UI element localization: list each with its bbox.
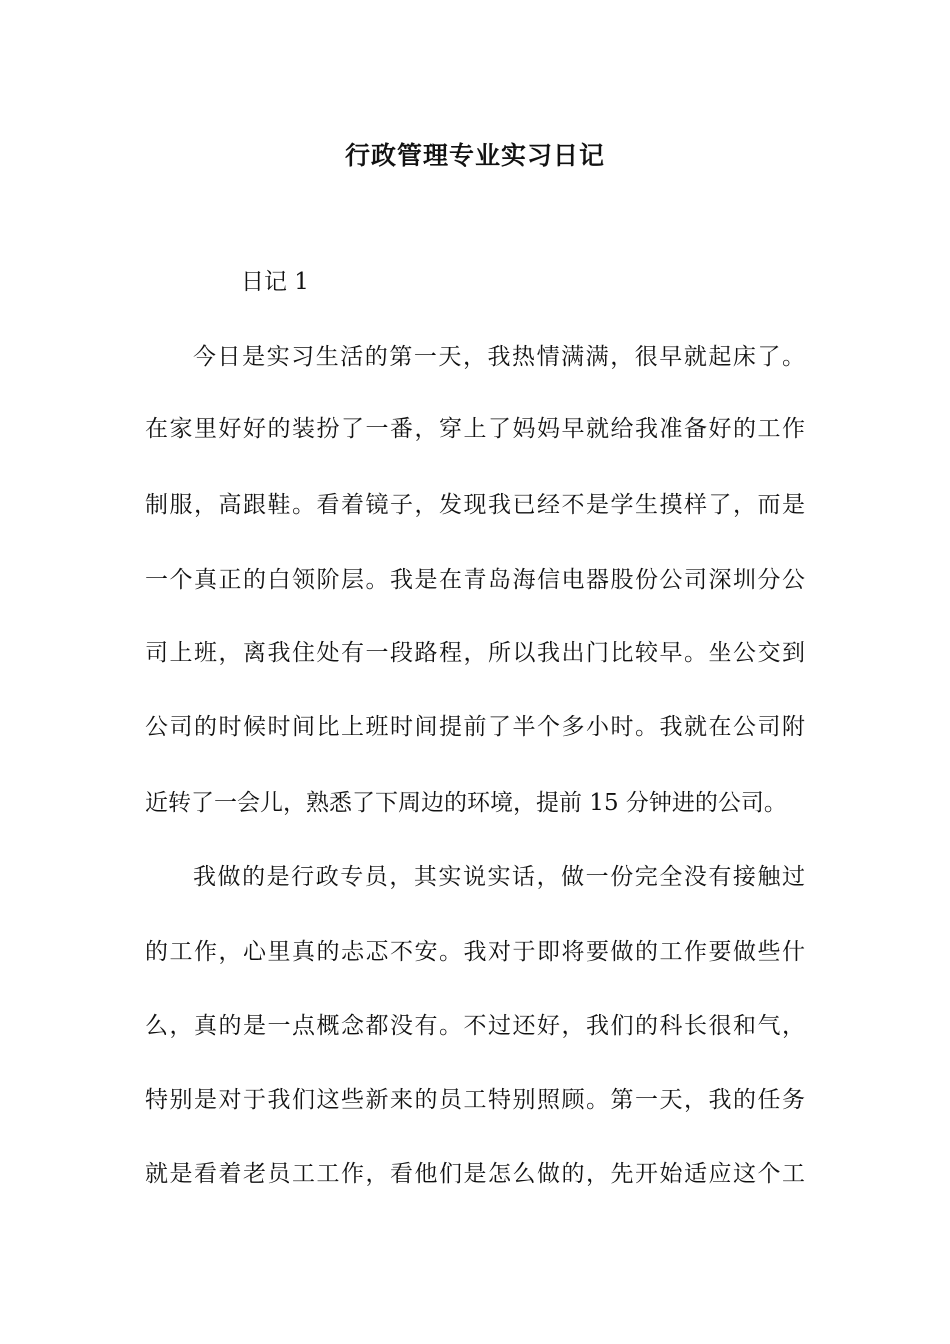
- paragraph-line: 今日是实习生活的第一天，我热情满满，很早就起床了。: [193, 344, 805, 370]
- document-title: 行政管理专业实习日记: [344, 141, 605, 170]
- paragraph-line: 近转了一会儿，熟悉了下周边的环境，提前 15 分钟进的公司。: [145, 790, 787, 816]
- diary-entry-heading: 日记 1: [241, 269, 309, 295]
- paragraph-line: 公司的时候时间比上班时间提前了半个多小时。我就在公司附: [145, 714, 805, 740]
- paragraph-line: 特别是对于我们这些新来的员工特别照顾。第一天，我的任务: [145, 1087, 805, 1113]
- paragraph-line: 么，真的是一点概念都没有。不过还好，我们的科长很和气，: [145, 1013, 805, 1039]
- paragraph-line: 就是看着老员工工作，看他们是怎么做的，先开始适应这个工: [145, 1161, 805, 1187]
- paragraph-line: 司上班，离我住处有一段路程，所以我出门比较早。坐公交到: [145, 640, 805, 666]
- paragraph-line: 的工作，心里真的忐忑不安。我对于即将要做的工作要做些什: [145, 939, 805, 965]
- paragraph-line: 我做的是行政专员，其实说实话，做一份完全没有接触过: [193, 864, 805, 890]
- paragraph-line: 一个真正的白领阶层。我是在青岛海信电器股份公司深圳分公: [145, 567, 805, 593]
- paragraph-line: 在家里好好的装扮了一番，穿上了妈妈早就给我准备好的工作: [145, 416, 805, 442]
- paragraph-line: 制服，高跟鞋。看着镜子，发现我已经不是学生摸样了，而是: [145, 492, 805, 518]
